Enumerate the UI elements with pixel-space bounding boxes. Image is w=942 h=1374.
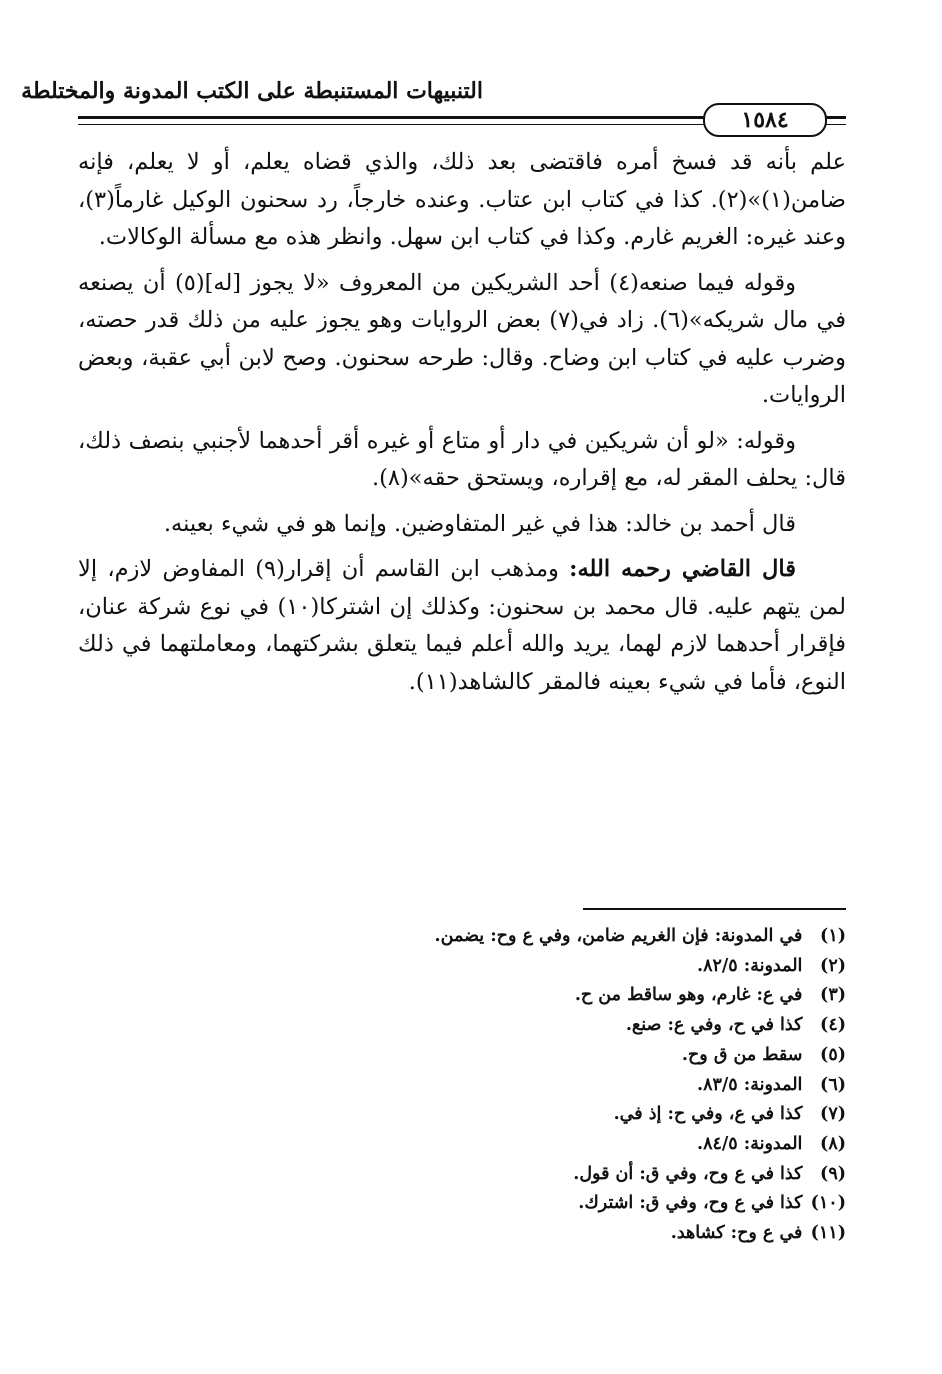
footnotes-list <box>78 922 846 1249</box>
footnote-text: كذا في ع، وفي ح: إذ في. <box>613 1104 803 1125</box>
paragraph-1: علم بأنه قد فسخ أمره فاقتضى بعد ذلك، والذي قضاه يعلم، أو لا يعلم، فإنه ضامن(١)»(٢). كذا في كتاب ابن عتاب. وعنده خارجاً، رد سحنون الوكيل غارماً(٣)، وعند غيره: الغريم غارم. وكذا في كتاب ابن سهل. وانظر هذه مع مسألة الوكالات. <box>78 149 846 250</box>
paragraph-3: وقوله: «لو أن شريكين في دار أو متاع أو غيره أقر أحدهما لأجنبي بنصف ذلك، قال: يحلف المقر له، مع إقراره، ويستحق حقه»(٨). <box>78 427 846 491</box>
main-text-block <box>78 144 846 709</box>
footnote-number: (٧) <box>820 1104 846 1125</box>
paragraph-5-text: ومذهب ابن القاسم أن إقرار(٩) المفاوض لازم، إلا لمن يتهم عليه. قال محمد بن سحنون: وكذلك إن اشتركا(١٠) في نوع شركة عنان، فإقرار أحدهما لازم لهما، يريد والله أعلم فيما يتعلق بشركتهما، ومعاملتهما في ذلك النوع، فأما في شيء بعينه فالمقر كالشاهد(١١). <box>78 556 846 695</box>
footnote-item <box>78 1041 846 1071</box>
footnote-item <box>78 1189 846 1219</box>
footnote-number: (٨) <box>820 1133 846 1154</box>
footnote-number: (١) <box>820 926 846 946</box>
footnote-text: المدونة: ٨٤/٥. <box>696 1133 803 1154</box>
footnote-number: (١١) <box>810 1223 846 1244</box>
footnote-text: كذا في ح، وفي ع: صنع. <box>625 1015 803 1036</box>
footnote-item <box>78 1219 846 1249</box>
footnote-number: (١٠) <box>810 1193 846 1214</box>
footnote-number: (٥) <box>820 1044 846 1065</box>
footnote-number: (٢) <box>820 955 846 976</box>
footnote-text: كذا في ع وح، وفي ق: اشترك. <box>578 1193 803 1214</box>
footnote-text: سقط من ق وح. <box>681 1044 803 1065</box>
footnote-number: (٤) <box>820 1015 846 1036</box>
running-header-title: التنبيهات المستنبطة على الكتب المدونة والمختلطة <box>21 78 483 104</box>
footnote-item <box>78 1160 846 1190</box>
paragraph-2: وقوله فيما صنعه(٤) أحد الشريكين من المعروف «لا يجوز [له](٥) أن يصنعه في مال شريكه»(٦). زاد في(٧) بعض الروايات وهو يجوز عليه من ذلك قدر حصته، وضرب عليه في كتاب ابن وضاح. وقال: طرحه سحنون. وصح لابن أبي عقبة، وبعض الروايات. <box>78 269 846 408</box>
paragraph-4: قال أحمد بن خالد: هذا في غير المتفاوضين. وإنما هو في شيء بعينه. <box>163 510 796 537</box>
footnote-item <box>78 952 846 982</box>
footnote-item <box>78 1011 846 1041</box>
footnote-item <box>78 1130 846 1160</box>
footnote-item <box>78 1100 846 1130</box>
footnote-text: في ع وح: كشاهد. <box>670 1223 803 1244</box>
page-number-badge: ١٥٨٤ <box>703 103 827 137</box>
footnote-text: المدونة: ٨٣/٥. <box>696 1074 803 1095</box>
paragraph-5 <box>78 551 846 701</box>
footnote-text: المدونة: ٨٢/٥. <box>696 955 803 976</box>
footnote-number: (٣) <box>820 985 846 1006</box>
footnote-text: في المدونة: فإن الغريم ضامن، وفي ع وح: يضمن. <box>434 926 803 946</box>
footnote-item <box>78 922 846 952</box>
footnote-separator <box>583 908 846 910</box>
footnote-text: في ع: غارم، وهو ساقط من ح. <box>574 985 803 1006</box>
footnote-text: كذا في ع وح، وفي ق: أن قول. <box>573 1163 803 1184</box>
paragraph-5-lead: قال القاضي رحمه الله: <box>569 556 796 582</box>
footnote-item <box>78 1071 846 1101</box>
footnote-number: (٩) <box>820 1163 846 1184</box>
footnote-item <box>78 981 846 1011</box>
footnote-number: (٦) <box>820 1074 846 1095</box>
